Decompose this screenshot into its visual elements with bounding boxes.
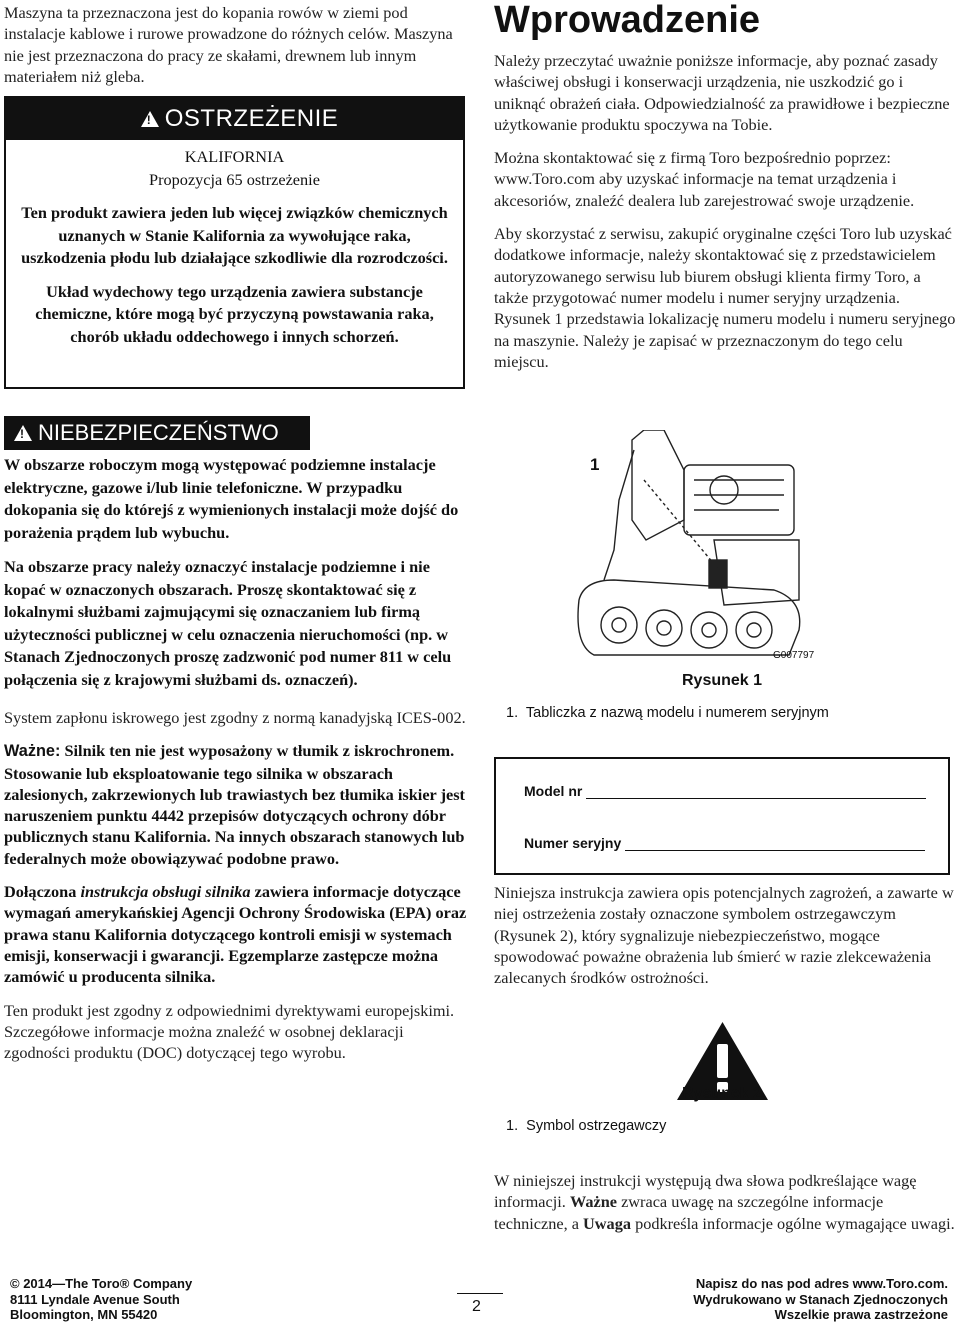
serial-label: Numer seryjny [524,835,622,851]
footer-page-rule [457,1293,503,1294]
fig1-caption: Rysunek 1 [682,672,763,689]
warning-title: OSTRZEŻENIE [164,105,339,132]
signal-word-uwaga: Uwaga [583,1213,631,1233]
danger-triangle-icon [14,425,32,441]
signal-text-b: zwraca uwagę na szczególne informacje techniczne, a [494,1192,884,1233]
engine-post: zawiera informacje dotyczące wymagań amerykańskiej Agencji Ochrony Środowiska (EPA) oraz prawa stanu Kalifornia dotyczącego kontroli emisji w systemach emisji, konserwacji i gwarancji. Egzemplarze zastępcze można zamówić u producenta silnika. [4,882,467,987]
intro-p1: Należy przeczytać uważnie poniższe informacje, aby poznać zasady właściwej obsługi i konserwacji urządzenia, nie uszkodzić go i uniknąć obrażeń ciała. Odpowiedzialność za prawidłowe i bezpieczne użytkowanie produktu spoczywa na Tobie. [494,51,950,134]
footer-printed: Wydrukowano w Stanach Zjednoczonych [693,1291,948,1307]
engine-manual-title: instrukcja obsługi silnika [80,882,251,902]
fig1-callout: 1 [590,455,600,474]
intro-paragraph: Maszyna ta przeznaczona jest do kopania rowów w ziemi pod instalacje kablowe i rurowe prowadzone do różnych celów. Maszyna nie jest przeznaczona do pracy ze skałami, drewnem lub innym materiałem niż gleba. [4,3,453,86]
footer-address: 8111 Lyndale Avenue South [10,1291,180,1307]
warning-state: KALIFORNIA [184,147,285,166]
engine-pre: Dołączona [4,882,77,902]
fig1-list-item: 1. Tabliczka z nazwą modelu i numerem seryjnym [506,705,829,721]
important-text: Silnik ten nie jest wyposażony w tłumik z iskrochronem. Stosowanie lub eksploatowanie tego silnika w obszarach zalesionych, zakrzewionych lub trawiastych bez tłumika iskier jest naruszeniem punktu 4442 przepisów dotyczących ochrony dóbr publicznych stanu Kalifornia. Na innych obszarach stanowych lub federalnych może obowiązywać podobne prawo. [4,741,465,868]
engine-paragraph [4,881,468,987]
model-field [524,783,926,799]
serial-line [625,850,925,851]
footer-city: Bloomington, MN 55420 [10,1307,158,1322]
danger-title: NIEBEZPIECZEŃSTWO [38,420,279,445]
fig2-list-item: 1. Symbol ostrzegawczy [506,1118,667,1134]
fig1-code: G007797 [773,650,815,661]
ignition-paragraph: System zapłonu iskrowego jest zgodny z normą kanadyjską ICES-002. [4,708,466,727]
warning-text-1: Ten produkt zawiera jeden lub więcej związków chemicznych uznanych w Stanie Kalifornia za wywołujące raka, uszkodzenia płodu lub działające szkodliwie dla rozrodczości. [21,203,448,267]
page-title: Wprowadzenie [494,0,761,41]
fig2-caption: Rysunek 2 [682,1085,763,1102]
model-line [586,798,926,799]
warning-triangle-icon [141,111,159,127]
intro-p3: Aby skorzystać z serwisu, zakupić oryginalne części Toro lub uzyskać dodatkowe informacje, należy skontaktować się z przedstawicielem autoryzowanego serwisu lub biurem obsługi klienta firmy Toro, a także przygotować numer modelu i numer seryjny urządzenia. Rysunek 1 przedstawia lokalizację numeru modelu i numeru seryjnego na maszynie. Należy je zapisać w przeznaczonym do tego celu miejscu. [494,224,956,371]
signal-words-paragraph [494,1170,956,1234]
footer-copyright: © 2014—The Toro® Company [10,1276,193,1291]
danger-text-1: W obszarze roboczym mogą występować podziemne instalacje elektryczne, gazowe i/lub linie telefoniczne. W przypadku dokopania się do którejś z wymienionych instalacji może dojść do porażenia prądem lub wybuchu. [4,455,459,542]
danger-text-2: Na obszarze pracy należy oznaczyć instalacje podziemne i nie kopać w oznaczonych obszarach. Proszę skontaktować się z lokalnymi służbami zajmującymi się oznaczaniem lub firmą użyteczności publicznej w celu oznaczenia nieruchomości (np. w Stanach Zjednoczonych proszę zadzwonić pod numer 811 w celu połączenia się z krajowymi służbami ds. oznaczeń). [4,557,452,689]
footer-left [10,1276,192,1323]
model-serial-box [494,757,950,875]
hazard-paragraph: Niniejsza instrukcja zawiera opis potencjalnych zagrożeń, a zawarte w niej ostrzeżenia zostały oznaczone symbolem ostrzegawczym (Rysunek 2), który sygnalizuje niebezpieczeństwo, mogące spowodować poważne obrażenia lub śmierć w razie zlekceważenia zalecanych środków ostrożności. [494,883,954,988]
danger-header [4,416,310,450]
intro-p2: Można skontaktować się z firmą Toro bezpośrednio poprzez: www.Toro.com aby uzyskać informacje na temat urządzenia i akcesoriów, znaleźć dealera lub zarejestrować swoje urządzenie. [494,148,915,210]
signal-text-a: W niniejszej instrukcji występują dwa słowa podkreślające wagę informacji. [494,1171,917,1212]
doc-paragraph: Ten produkt jest zgodny z odpowiednimi dyrektywami europejskimi. Szczegółowe informacje można znaleźć w osobnej deklaracji zgodności produktu (DOC) dotyczącej tego wyrobu. [4,1000,455,1063]
warning-box [4,96,465,389]
model-label: Model nr [524,783,583,799]
footer-website: Napisz do nas pod adres www.Toro.com. [695,1276,948,1291]
important-label: Ważne: [4,742,61,761]
important-paragraph [4,740,468,869]
warning-header [6,98,463,140]
serial-field [524,835,925,851]
warning-prop: Propozycja 65 ostrzeżenie [149,169,320,189]
footer-rights: Wszelkie prawa zastrzeżone [774,1307,948,1322]
signal-word-wazne: Ważne [569,1192,617,1212]
footer-right [693,1276,948,1323]
warning-text-2: Układ wydechowy tego urządzenia zawiera substancje chemiczne, które mogą być przyczyną powstawania raka, chorób układu oddechowego i innych schorzeń. [35,281,434,346]
signal-text-c: podkreśla informacje ogólne wymagające uwagi. [635,1213,955,1233]
page-number: 2 [472,1298,481,1315]
machine-illustration [574,430,814,662]
